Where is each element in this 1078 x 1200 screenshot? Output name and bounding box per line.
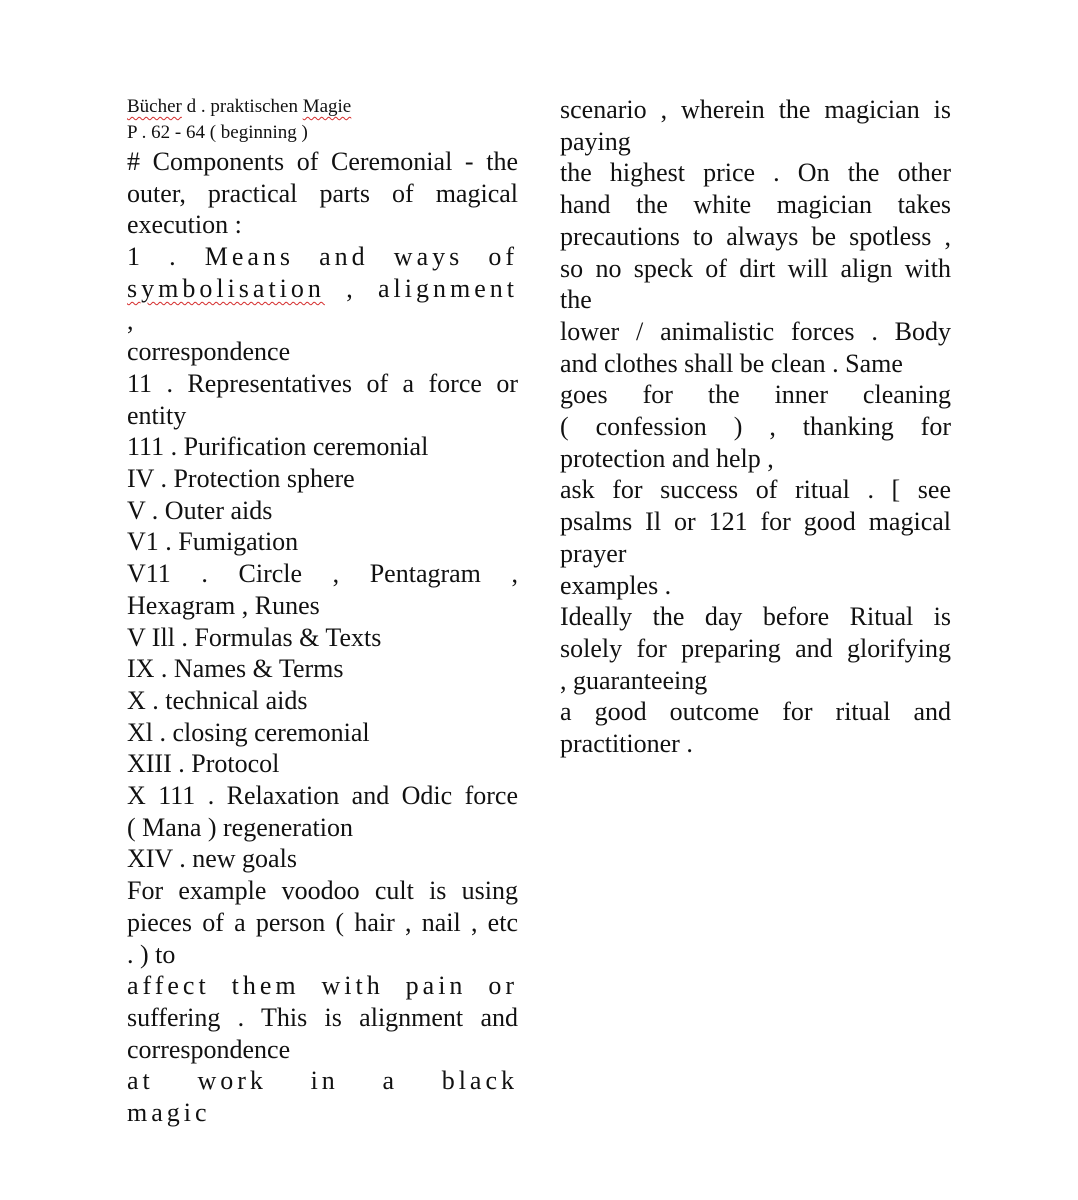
paragraph-line: solely for preparing and glorifying [560, 633, 951, 663]
paragraph-line: , guaranteeing [560, 665, 708, 695]
list-item: IX . Names & Terms [127, 654, 344, 684]
paragraph-line: psalms Il or 121 for good magical [560, 507, 951, 537]
list-item: Xl . closing ceremonial [127, 717, 370, 747]
book-title: Bücher d . praktischen Magie [127, 96, 352, 117]
paragraph-line: and clothes shall be clean . Same [560, 348, 903, 378]
paragraph-line: ( confession ) , thanking for [560, 412, 951, 442]
paragraph-line: a good outcome for ritual and [560, 697, 951, 727]
paragraph-line: hand the white magician takes [560, 190, 951, 220]
page-range: P . 62 - 64 ( beginning ) [127, 122, 308, 143]
paragraph-line: . ) to [127, 939, 176, 969]
heading-line: # Components of Ceremonial - the [127, 147, 518, 176]
list-item: V Ill . Formulas & Texts [127, 622, 382, 652]
paragraph-line: Ideally the day before Ritual is [560, 602, 951, 632]
paragraph-line: scenario , wherein the magician is [560, 95, 951, 124]
list-item: V11 . Circle , Pentagram , [127, 559, 518, 589]
paragraph-line: pieces of a person ( hair , nail , etc [127, 907, 518, 937]
paragraph-line: protection and help , [560, 443, 774, 473]
paragraph-line: goes for the inner cleaning [560, 380, 951, 410]
spellcheck-word: symbolisation [127, 273, 325, 303]
paragraph-line: suffering . This is alignment and [127, 1002, 518, 1032]
paragraph-line: ask for success of ritual . [ see [560, 475, 951, 505]
paragraph-line: the highest price . On the other [560, 158, 951, 188]
paragraph-line: at work in a black magic [127, 1066, 518, 1128]
right-column [560, 94, 951, 760]
paragraph-line: so no speck of dirt will align with [560, 253, 951, 283]
paragraph-line: prayer [560, 538, 627, 568]
paragraph-line: lower / animalistic forces . Body [560, 316, 951, 346]
paragraph-line: correspondence [127, 1034, 291, 1064]
paragraph-line: the [560, 285, 592, 315]
heading-line: outer, practical parts of magical [127, 178, 518, 208]
list-item: IV . Protection sphere [127, 464, 355, 494]
heading-line: execution : [127, 210, 242, 240]
paragraph-line: precautions to always be spotless , [560, 221, 951, 251]
spellcheck-word: Bücher [127, 96, 182, 117]
list-item: X 111 . Relaxation and Odic force [127, 781, 518, 811]
list-item: XIV . new goals [127, 844, 297, 874]
list-item: XIII . Protocol [127, 749, 280, 779]
list-item: X . technical aids [127, 685, 308, 715]
left-column [127, 94, 518, 1129]
list-item: entity [127, 400, 187, 430]
list-item: Hexagram , Runes [127, 590, 320, 620]
paragraph-line: examples . [560, 570, 672, 600]
list-item: 11 . Representatives of a force or [127, 368, 518, 398]
list-item: correspondence [127, 337, 291, 367]
list-item: V1 . Fumigation [127, 527, 299, 557]
list-item: 1 . Means and ways of [127, 242, 518, 272]
paragraph-line: paying [560, 126, 631, 156]
list-item: 111 . Purification ceremonial [127, 432, 429, 462]
paragraph-line: practitioner . [560, 729, 693, 759]
paragraph-line: For example voodoo cult is using [127, 876, 518, 906]
spellcheck-word: Magie [302, 96, 352, 117]
list-item: ( Mana ) regeneration [127, 812, 353, 842]
paragraph-line: affect them with pain or [127, 971, 518, 1001]
list-item: V . Outer aids [127, 495, 273, 525]
list-item: symbolisation , alignment , [127, 273, 518, 335]
